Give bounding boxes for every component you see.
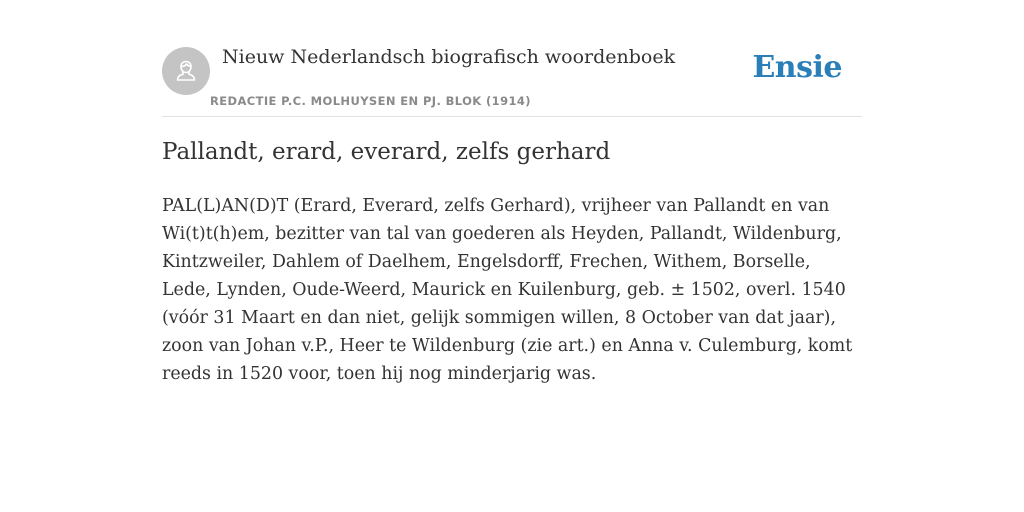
article-card [162,0,862,384]
editors-label: REDACTIE P.C. MOLHUYSEN EN PJ. BLOK (1914) [210,94,531,108]
book-title[interactable]: Nieuw Nederlandsch biografisch woordenboek [222,46,676,68]
entry-body: PAL(L)AN(D)T (Erard, Everard, zelfs Gerhard), vrijheer van Pallandt en van Wi(t)t(h)em, bezitter van tal van goederen als Heyden, Pallandt, Wildenburg, Kintzweiler, Dahlem of Daelhem, Engelsdorff, Frechen, Withem, Borselle, Lede, Lynden, Oude-Weerd, Maurick en Kuilenburg, geb. ± 1502, overl. 1540 (vóór 31 Maart en dan niet, gelijk sommigen willen, 8 October van dat jaar), zoon van Johan v.P., Heer te Wildenburg (zie art.) en Anna v. Culemburg, komt reeds in 1520 voor, toen hij nog minderjarig was. [162,196,853,384]
user-silhouette-icon [172,57,200,85]
entry-title: Pallandt, erard, everard, zelfs gerhard [162,139,611,165]
avatar[interactable] [162,47,210,95]
source-header [162,0,862,117]
ensie-logo[interactable]: Ensie [752,50,842,85]
